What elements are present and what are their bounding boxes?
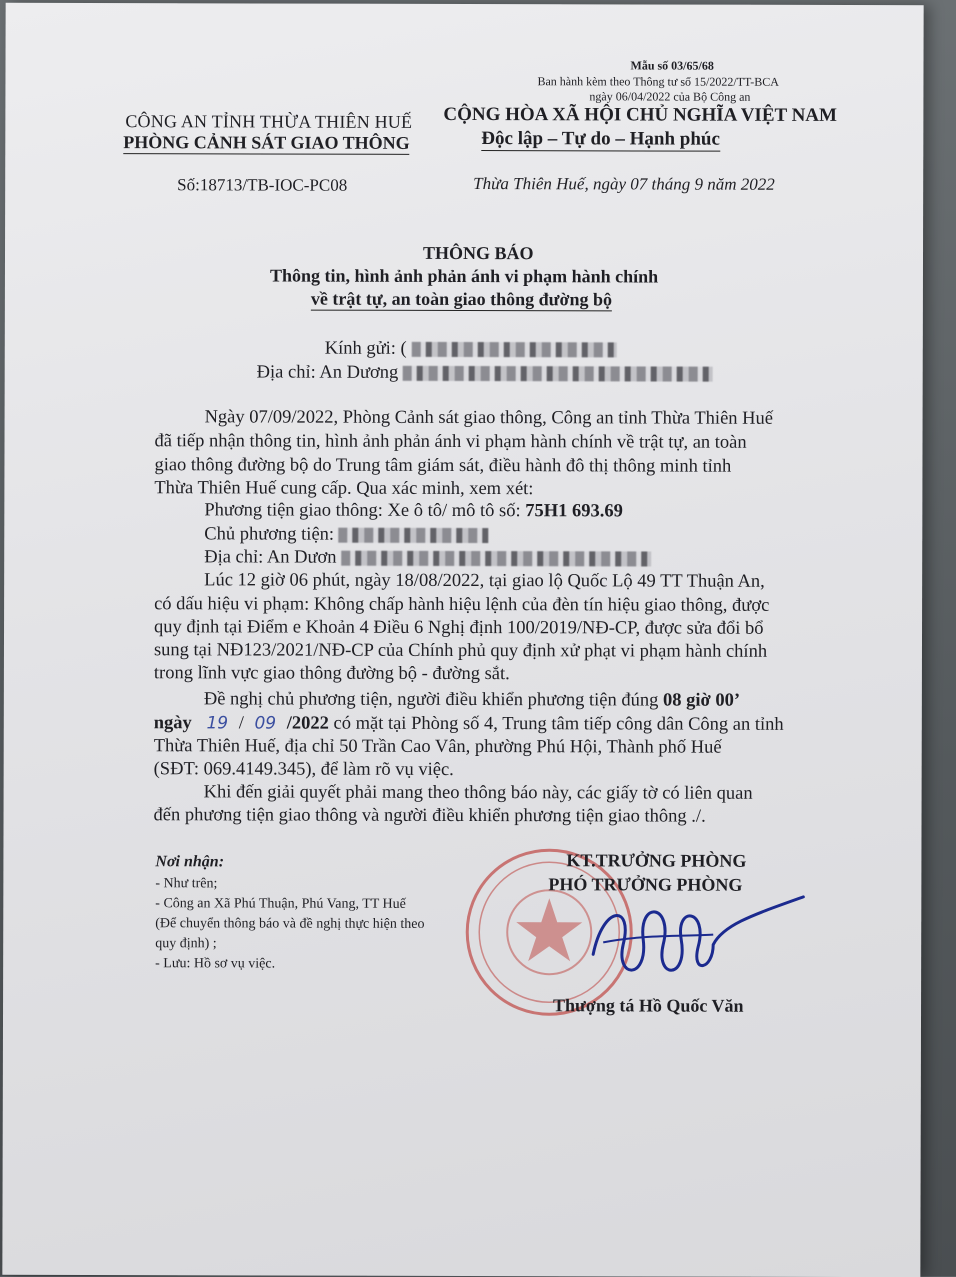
owner-address-redacted [341, 551, 651, 567]
address-redacted [403, 366, 713, 382]
owner-address-line [204, 546, 651, 570]
paragraph-4-line-1: Khi đến giải quyết phải mang theo thông báo này, các giấy tờ có liên quan [203, 782, 753, 804]
paragraph-3-line-4: (SĐT: 069.4149.345), để làm rõ vụ việc. [153, 759, 454, 780]
document-number: Số:18713/TB-IOC-PC08 [177, 175, 348, 195]
form-issued-with: Ban hành kèm theo Thông tư số 15/2022/TT-BCA [537, 74, 779, 89]
handwritten-signature [563, 884, 813, 995]
form-number: Mẫu số 03/65/68 [630, 58, 714, 73]
handwritten-day: 19 [206, 713, 229, 734]
vehicle-line [204, 499, 623, 523]
place-date: Thừa Thiên Huế, ngày 07 tháng 9 năm 2022 [473, 174, 775, 194]
recipient-line-4: quy định) ; [155, 936, 217, 952]
paragraph-3-line-2: ngày 19 / 09 /2022 có mặt tại Phòng số 4, Trung tâm tiếp công dân Công an tỉnh [153, 713, 784, 735]
address-visible-text: An Dương [319, 362, 399, 383]
recipient-line-1: - Như trên; [155, 876, 218, 892]
recipient-line-3: (Để chuyển thông báo và đề nghị thực hiện theo [155, 916, 425, 932]
paragraph-3-line-1: Đề nghị chủ phương tiện, người điều khiển phương tiện đúng 08 giờ 00’ [203, 689, 741, 711]
owner-label: Chủ phương tiện: [204, 524, 335, 545]
nation-name: CỘNG HÒA XÃ HỘI CHỦ NGHĨA VIỆT NAM [443, 103, 837, 126]
agency-department: PHÒNG CẢNH SÁT GIAO THÔNG [123, 132, 410, 153]
paragraph-2-line-2: có dấu hiệu vi phạm: Không chấp hành hiệu lệnh của đèn tín hiệu giao thông, được [154, 594, 770, 616]
nation-motto: Độc lập – Tự do – Hạnh phúc [481, 128, 720, 150]
form-issued-date: ngày 06/04/2022 của Bộ Công an [589, 89, 751, 104]
vehicle-label: Phương tiện giao thông: Xe ô tô/ mô tô số: [204, 500, 521, 522]
address-label: Địa chỉ: [256, 362, 316, 383]
handwritten-month: 09 [254, 713, 277, 734]
appointment-year: /2022 [286, 713, 329, 734]
paragraph-2-line-1: Lúc 12 giờ 06 phút, ngày 18/08/2022, tại giao lộ Quốc Lộ 49 TT Thuận An, [204, 570, 765, 592]
recipients-heading: Nơi nhận: [155, 853, 225, 871]
license-plate: 75H1 693.69 [525, 501, 623, 522]
owner-line [204, 523, 488, 547]
owner-redacted [339, 528, 489, 543]
signatory-title-2: PHÓ TRƯỞNG PHÒNG [548, 874, 743, 895]
paragraph-2-line-4: sung tại NĐ123/2021/NĐ-CP của Chính phủ quy định xử phạt vi phạm hành chính [153, 640, 768, 662]
paragraph-1-line-4: Thừa Thiên Huế cung cấp. Qua xác minh, xem xét: [154, 478, 534, 500]
document-subtitle-1: Thông tin, hình ảnh phản ánh vi phạm hành chính [269, 265, 659, 287]
addressee-label: Kính gửi: [324, 338, 396, 359]
appointment-time: 08 giờ 00’ [663, 690, 741, 711]
addressee-redacted [411, 342, 616, 358]
paragraph-2-line-3: quy định tại Điểm e Khoản 4 Điều 6 Nghị định 100/2019/NĐ-CP, được sửa đổi bổ [154, 617, 764, 639]
recipient-line-2: - Công an Xã Phú Thuận, Phú Vang, TT Huế [155, 896, 406, 912]
document-subtitle-2: về trật tự, an toàn giao thông đường bộ [310, 288, 613, 310]
recipient-line-5: - Lưu: Hồ sơ vụ việc. [155, 956, 276, 972]
paragraph-1-line-2: đã tiếp nhận thông tin, hình ảnh phản ánh vi phạm hành chính về trật tự, an toàn [154, 431, 747, 453]
addressee-address-line [257, 361, 713, 385]
signatory-name: Thượng tá Hồ Quốc Văn [553, 995, 744, 1016]
owner-address-label: Địa chỉ: An Dươn [204, 547, 337, 568]
paragraph-3-line-3: Thừa Thiên Huế, địa chỉ 50 Trần Cao Vân, phường Phú Hội, Thành phố Huế [153, 736, 722, 758]
paragraph-1-line-3: giao thông đường bộ do Trung tâm giám sát, điều hành đô thị thông minh tỉnh [154, 455, 732, 477]
notice-document [2, 3, 923, 1277]
addressee-line [325, 338, 617, 362]
paragraph-2-line-5: trong lĩnh vực giao thông đường bộ - đường sắt. [153, 663, 510, 685]
signatory-title-1: KT.TRƯỞNG PHÒNG [566, 850, 747, 871]
paragraph-4-line-2: đến phương tiện giao thông và người điều khiển phương tiện giao thông ./. [153, 805, 706, 827]
addressee-visible-text: ( [400, 338, 407, 359]
document-title: THÔNG BÁO [422, 242, 534, 264]
agency-name: CÔNG AN TỈNH THỪA THIÊN HUẾ [125, 111, 413, 132]
paragraph-1-line-1: Ngày 07/09/2022, Phòng Cảnh sát giao thông, Công an tỉnh Thừa Thiên Huế [204, 407, 774, 429]
